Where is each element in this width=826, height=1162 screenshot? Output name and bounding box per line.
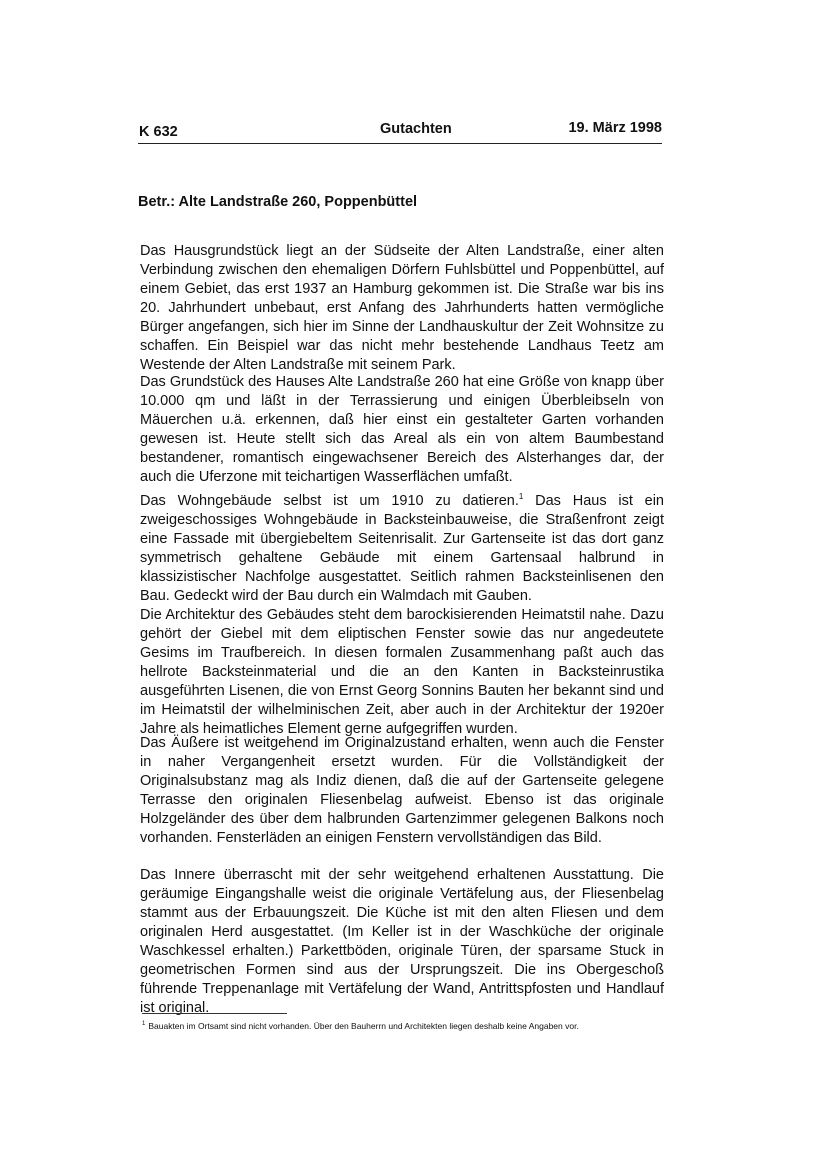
footnote-number: 1 — [142, 1021, 146, 1027]
reference-number: K 632 — [139, 124, 178, 140]
paragraph-architecture: Die Architektur des Gebäudes steht dem barockisierenden Heimatstil nahe. Dazu gehört der Giebel mit dem eliptischen Fenster sowie das nur angedeutete Gesims im Traufbereich. In diesen formalen Zusammenhang paßt auch das hellrote Backsteinmaterial und die an den Kanten in Backsteinrustika ausgeführten Lisenen, die von Ernst Georg Sonnins Bauten her bekannt sind und im Heimatstil der wilhelminischen Zeit, aber auch in der Architektur der 1920er Jahre als heimatliches Element gerne aufgegriffen wurden. — [140, 607, 664, 737]
subject-line: Betr.: Alte Landstraße 260, Poppenbüttel — [138, 194, 418, 210]
paragraph-property: Das Grundstück des Hauses Alte Landstraße 260 hat eine Größe von knapp über 10.000 qm und läßt in der Terrassierung und einigen Überbleibseln von Mäuerchen u.ä. erkennen, daß hier einst ein gestalteter Garten vorhanden gewesen ist. Heute stellt sich das Areal als ein von altem Baumbestand bestandener, romantisch eingewachsener Bereich des Alsterhanges dar, der auch die Uferzone mit teichartigen Wasserflächen umfaßt. — [140, 374, 664, 485]
paragraph-exterior: Das Äußere ist weitgehend im Originalzustand erhalten, wenn auch die Fenster in naher Vergangenheit ersetzt wurden. Für die Vollständigkeit der Originalsubstanz mag als Indiz dienen, daß die auf der Gartenseite gelegene Terrasse den originalen Fliesenbelag aufweist. Ebenso ist das originale Holzgeländer des über dem halbrunden Gartenzimmer gelegenen Balkons noch vorhanden. Fensterläden an einigen Fenstern vervollständigen das Bild. — [140, 735, 664, 846]
paragraph-location: Das Hausgrundstück liegt an der Südseite der Alten Landstraße, einer alten Verbindung zwischen den ehemaligen Dörfern Fuhlsbüttel und Poppenbüttel, auf einem Gebiet, das erst 1937 an Hamburg gekommen ist. Die Straße war bis ins 20. Jahrhundert unbebaut, erst Anfang des Jahrhunderts hatten vermögliche Bürger angefangen, sich hier im Sinne der Landhauskultur der Zeit Wohnsitze zu schaffen. Ein Beispiel war das nicht mehr bestehende Landhaus Teetz am Westende der Alten Landstraße mit seinem Park. — [140, 243, 664, 373]
paragraph-interior: Das Innere überrascht mit der sehr weitgehend erhaltenen Ausstattung. Die geräumige Eingangshalle weist die originale Vertäfelung aus, der Fliesenbelag stammt aus der Erbauungszeit. Die Küche ist mit den alten Fliesen und dem originalen Herd ausgestattet. (Im Keller ist in der Waschküche der originale Waschkessel erhalten.) Parkettböden, originale Türen, der sparsame Stuck in geometrischen Formen sind aus der Ursprungszeit. Die ins Obergeschoß führende Treppenanlage mit Vertäfelung der Wand, Antrittspfosten und Handlauf ist original. — [140, 867, 664, 1016]
footnote-divider — [142, 1013, 287, 1014]
paragraph-building — [140, 492, 664, 739]
footnote-reference: 1 — [518, 492, 524, 502]
building-text-rest: Das Haus ist ein zweigeschossiges Wohngebäude in Backsteinbauweise, die Straßenfront zeigt eine Fassade mit übergiebeltem Seitenrisalit. Zur Gartenseite ist das dort ganz symmetrisch gehaltene Gebäude mit einem Gartensaal halbrund in klassizistischer Nachfolge ausgestattet. Seitlich rahmen Backsteinlisenen den Bau. Gedeckt wird der Bau durch ein Walmdach mit Gauben. — [140, 493, 664, 604]
document-header — [138, 121, 662, 144]
document-date: 19. März 1998 — [568, 120, 662, 136]
building-text-start: Das Wohngebäude selbst ist um 1910 zu datieren. — [140, 493, 519, 509]
footnote — [142, 1019, 579, 1032]
footnote-text: Bauakten im Ortsamt sind nicht vorhanden. Über den Bauherrn und Architekten liegen deshalb keine Angaben vor. — [148, 1020, 579, 1031]
document-title: Gutachten — [380, 121, 452, 137]
